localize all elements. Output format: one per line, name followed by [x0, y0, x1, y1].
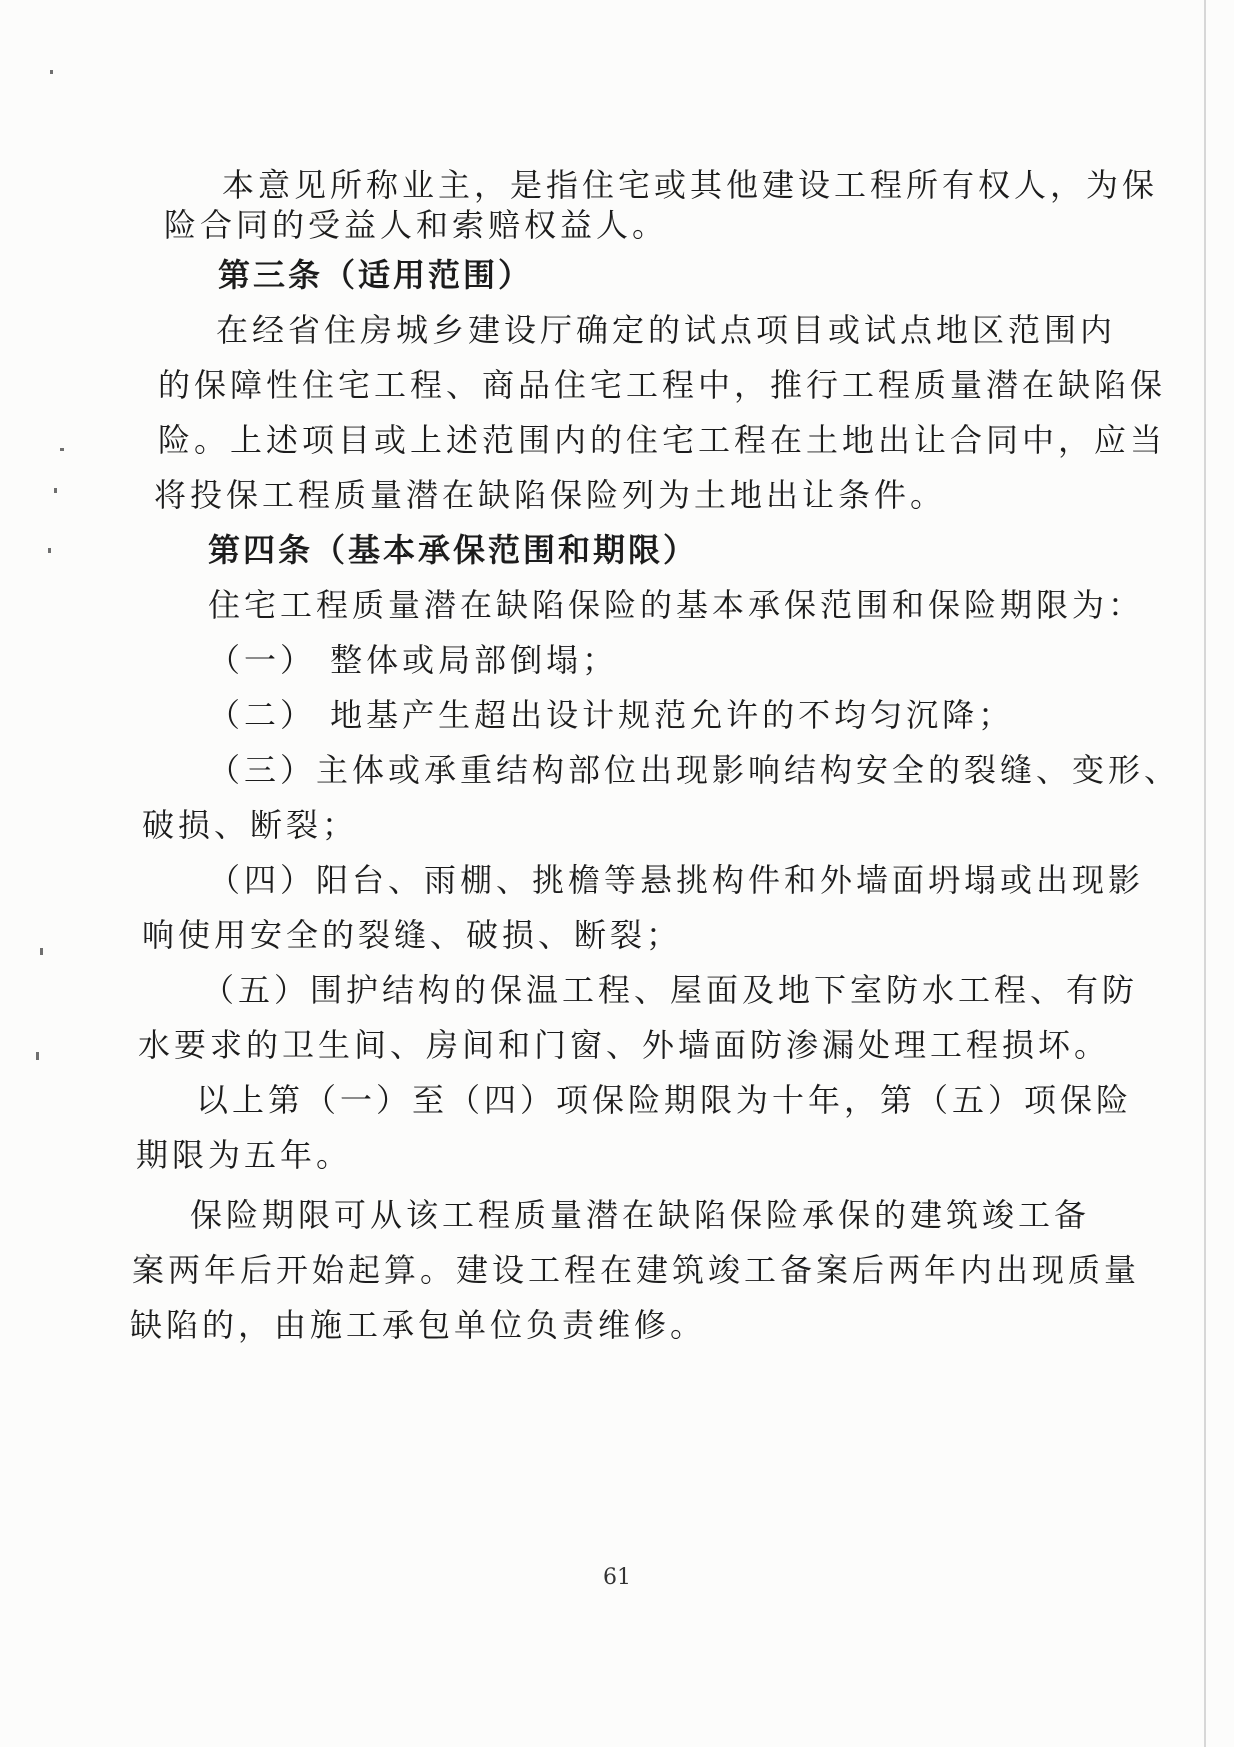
scan-speck [50, 70, 53, 74]
paragraph-line: 破损、断裂； [142, 806, 359, 844]
paragraph-line: 案两年后开始起算。建设工程在建筑竣工备案后两年内出现质量 [132, 1251, 1141, 1289]
paragraph-line: 期限为五年。 [136, 1136, 353, 1174]
paragraph-line: 险合同的受益人和索赔权益人。 [164, 206, 669, 244]
page-number: 61 [603, 1565, 631, 1590]
paragraph-line: 险。上述项目或上述范围内的住宅工程在土地出让合同中，应当 [158, 421, 1167, 459]
scan-speck [48, 548, 51, 553]
list-item-2: （二） 地基产生超出设计规范允许的不均匀沉降； [208, 696, 1015, 734]
paragraph-line: 水要求的卫生间、房间和门窗、外墙面防渗漏处理工程损坏。 [138, 1026, 1111, 1064]
list-item-5: （五）围护结构的保温工程、屋面及地下室防水工程、有防 [202, 971, 1139, 1009]
paragraph-line: 住宅工程质量潜在缺陷保险的基本承保范围和保险期限为： [208, 586, 1145, 624]
paragraph-line: 的保障性住宅工程、商品住宅工程中，推行工程质量潜在缺陷保 [158, 366, 1167, 404]
list-item-4: （四）阳台、雨棚、挑檐等悬挑构件和外墙面坍塌或出现影 [208, 861, 1145, 899]
scan-speck [60, 448, 64, 451]
section-heading-article-3: 第三条（适用范围） [218, 256, 534, 294]
paragraph-line: 缺陷的，由施工承包单位负责维修。 [130, 1306, 707, 1344]
scan-edge-line [1204, 0, 1206, 1747]
paragraph-line: 以上第（一）至（四）项保险期限为十年，第（五）项保险 [196, 1081, 1133, 1119]
scan-speck [40, 948, 43, 955]
paragraph-line: 在经省住房城乡建设厅确定的试点项目或试点地区范围内 [216, 311, 1117, 349]
scan-speck [54, 488, 57, 493]
list-item-3: （三）主体或承重结构部位出现影响结构安全的裂缝、变形、 [208, 751, 1181, 789]
scan-speck [36, 1052, 39, 1060]
section-heading-article-4: 第四条（基本承保范围和期限） [208, 531, 699, 569]
paragraph-line: 将投保工程质量潜在缺陷保险列为土地出让条件。 [154, 476, 947, 514]
list-item-1: （一） 整体或局部倒塌； [208, 641, 619, 679]
paragraph-line: 响使用安全的裂缝、破损、断裂； [142, 916, 683, 954]
paragraph-line: 保险期限可从该工程质量潜在缺陷保险承保的建筑竣工备 [190, 1196, 1091, 1234]
paragraph-line: 本意见所称业主，是指住宅或其他建设工程所有权人，为保 [222, 166, 1159, 204]
